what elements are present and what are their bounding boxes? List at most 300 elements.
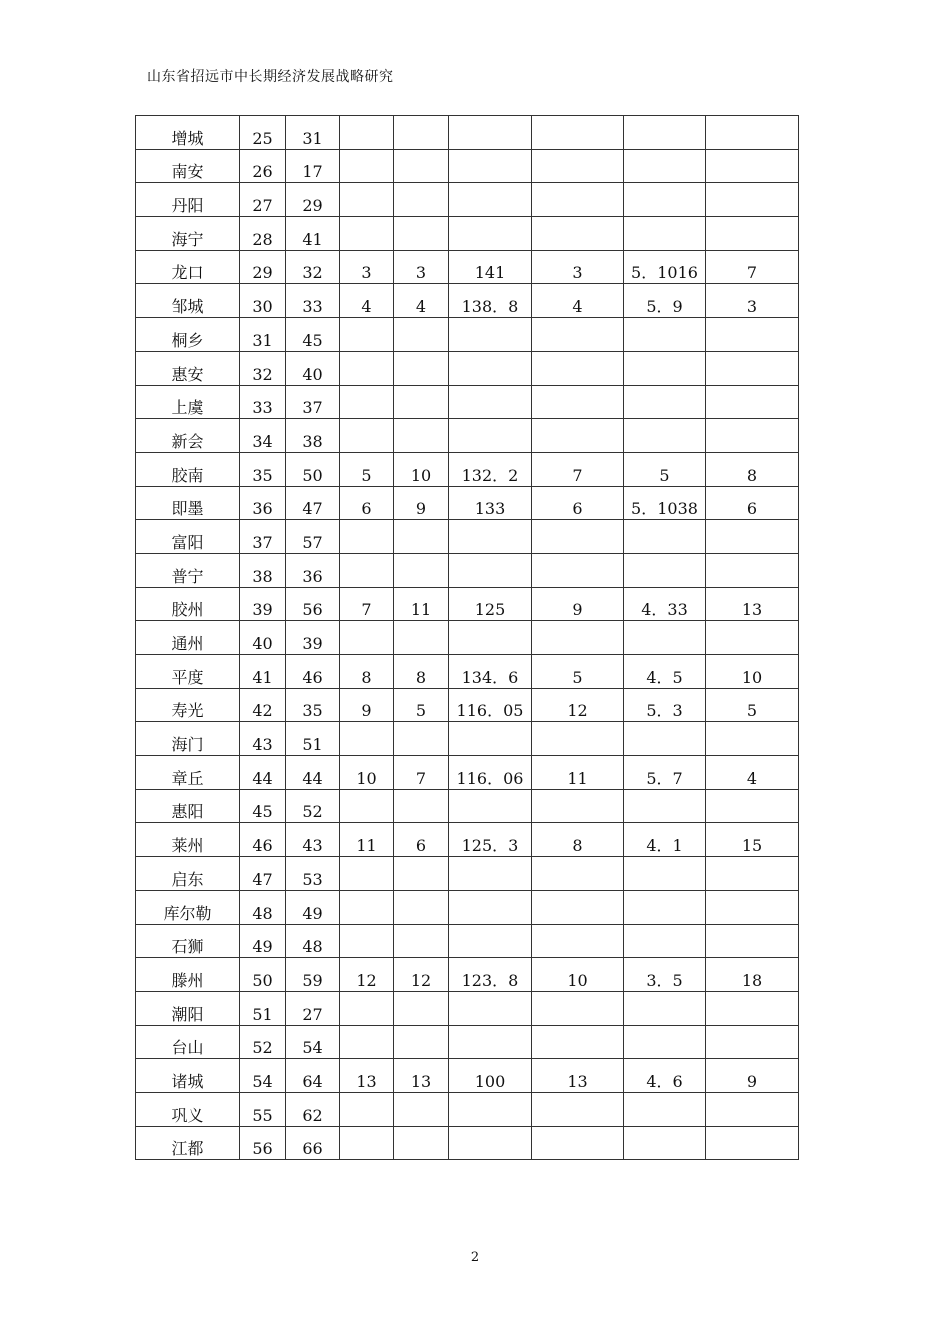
table-cell-col-4 xyxy=(340,991,394,1025)
table-row xyxy=(136,1025,799,1059)
table-cell-col-4 xyxy=(340,621,394,655)
table-cell-col-8 xyxy=(624,1092,706,1126)
table-row xyxy=(136,756,799,790)
table-cell-col-5 xyxy=(394,857,449,891)
table-cell-col-7 xyxy=(532,318,624,352)
table-cell-col-3: 17 xyxy=(286,149,340,183)
table-cell-col-6: 132．2 xyxy=(449,452,532,486)
table-cell-col-6: 125 xyxy=(449,587,532,621)
table-cell-city: 海宁 xyxy=(136,217,240,251)
table-cell-col-2: 41 xyxy=(240,655,286,689)
table-cell-col-4: 5 xyxy=(340,452,394,486)
table-cell-city: 启东 xyxy=(136,857,240,891)
table-cell-col-8 xyxy=(624,857,706,891)
table-cell-col-8 xyxy=(624,789,706,823)
table-cell-city: 石狮 xyxy=(136,924,240,958)
table-row xyxy=(136,890,799,924)
table-cell-col-7 xyxy=(532,419,624,453)
table-cell-col-6 xyxy=(449,621,532,655)
table-cell-col-6: 141 xyxy=(449,250,532,284)
table-cell-col-3: 35 xyxy=(286,688,340,722)
table-cell-col-4 xyxy=(340,890,394,924)
table-cell-col-7: 4 xyxy=(532,284,624,318)
table-cell-city: 丹阳 xyxy=(136,183,240,217)
table-row xyxy=(136,250,799,284)
table-cell-col-8 xyxy=(624,351,706,385)
table-cell-city: 潮阳 xyxy=(136,991,240,1025)
page-number: 2 xyxy=(470,1250,480,1265)
table-cell-col-4 xyxy=(340,385,394,419)
table-cell-col-2: 40 xyxy=(240,621,286,655)
table-cell-col-7 xyxy=(532,924,624,958)
table-cell-col-6 xyxy=(449,149,532,183)
table-cell-col-3: 53 xyxy=(286,857,340,891)
table-cell-col-4 xyxy=(340,351,394,385)
table-cell-col-6: 116．06 xyxy=(449,756,532,790)
table-cell-city: 龙口 xyxy=(136,250,240,284)
table-cell-col-3: 33 xyxy=(286,284,340,318)
table-cell-col-4: 8 xyxy=(340,655,394,689)
table-cell-city: 江都 xyxy=(136,1126,240,1160)
table-cell-col-8: 5 xyxy=(624,452,706,486)
table-row xyxy=(136,587,799,621)
table-cell-col-6 xyxy=(449,553,532,587)
table-cell-col-8 xyxy=(624,890,706,924)
table-cell-col-5: 6 xyxy=(394,823,449,857)
table-cell-col-8 xyxy=(624,1025,706,1059)
table-cell-col-4 xyxy=(340,1092,394,1126)
table-cell-col-2: 31 xyxy=(240,318,286,352)
table-cell-col-4: 10 xyxy=(340,756,394,790)
table-cell-city: 平度 xyxy=(136,655,240,689)
table-cell-col-5: 11 xyxy=(394,587,449,621)
table-cell-col-9: 7 xyxy=(706,250,799,284)
table-cell-col-5 xyxy=(394,385,449,419)
table-row xyxy=(136,351,799,385)
table-cell-col-3: 29 xyxy=(286,183,340,217)
table-cell-col-7 xyxy=(532,149,624,183)
table-cell-col-4: 4 xyxy=(340,284,394,318)
table-cell-col-9: 8 xyxy=(706,452,799,486)
table-cell-col-9 xyxy=(706,789,799,823)
table-cell-col-9: 5 xyxy=(706,688,799,722)
table-cell-col-6: 100 xyxy=(449,1059,532,1093)
table-cell-col-5: 5 xyxy=(394,688,449,722)
table-cell-col-6: 116．05 xyxy=(449,688,532,722)
table-cell-col-2: 50 xyxy=(240,958,286,992)
table-cell-col-3: 38 xyxy=(286,419,340,453)
table-cell-col-7: 10 xyxy=(532,958,624,992)
table-cell-city: 胶州 xyxy=(136,587,240,621)
table-cell-col-6 xyxy=(449,890,532,924)
table-cell-city: 桐乡 xyxy=(136,318,240,352)
table-cell-col-8 xyxy=(624,991,706,1025)
table-cell-col-3: 41 xyxy=(286,217,340,251)
table-cell-col-5 xyxy=(394,1025,449,1059)
table-cell-col-2: 54 xyxy=(240,1059,286,1093)
table-cell-col-7 xyxy=(532,217,624,251)
table-cell-col-6 xyxy=(449,116,532,150)
table-cell-col-9 xyxy=(706,116,799,150)
table-cell-col-5 xyxy=(394,924,449,958)
table-cell-city: 胶南 xyxy=(136,452,240,486)
table-cell-col-2: 55 xyxy=(240,1092,286,1126)
table-cell-col-8 xyxy=(624,385,706,419)
table-cell-city: 新会 xyxy=(136,419,240,453)
table-cell-col-2: 39 xyxy=(240,587,286,621)
table-cell-col-3: 45 xyxy=(286,318,340,352)
table-cell-col-8 xyxy=(624,621,706,655)
table-cell-col-8: 5．7 xyxy=(624,756,706,790)
table-cell-col-3: 40 xyxy=(286,351,340,385)
table-cell-col-6: 123．8 xyxy=(449,958,532,992)
table-cell-col-5: 7 xyxy=(394,756,449,790)
table-cell-col-5 xyxy=(394,722,449,756)
table-cell-col-6 xyxy=(449,318,532,352)
table-cell-col-2: 51 xyxy=(240,991,286,1025)
table-cell-col-7: 8 xyxy=(532,823,624,857)
table-row xyxy=(136,486,799,520)
table-cell-col-7 xyxy=(532,183,624,217)
table-row xyxy=(136,520,799,554)
table-cell-col-3: 51 xyxy=(286,722,340,756)
table-row xyxy=(136,924,799,958)
table-cell-col-8: 4．5 xyxy=(624,655,706,689)
table-cell-col-7 xyxy=(532,1092,624,1126)
table-cell-col-4 xyxy=(340,1025,394,1059)
table-cell-col-8: 5．1038 xyxy=(624,486,706,520)
table-row xyxy=(136,1126,799,1160)
table-row xyxy=(136,688,799,722)
table-cell-col-7: 5 xyxy=(532,655,624,689)
table-cell-col-5: 3 xyxy=(394,250,449,284)
table-cell-col-6 xyxy=(449,385,532,419)
table-cell-col-8 xyxy=(624,116,706,150)
table-cell-col-5 xyxy=(394,1092,449,1126)
table-cell-col-9 xyxy=(706,318,799,352)
table-cell-col-7 xyxy=(532,553,624,587)
table-row xyxy=(136,452,799,486)
table-cell-col-7: 9 xyxy=(532,587,624,621)
table-cell-col-5 xyxy=(394,520,449,554)
table-cell-col-4 xyxy=(340,857,394,891)
table-cell-col-4 xyxy=(340,217,394,251)
table-cell-col-2: 27 xyxy=(240,183,286,217)
table-cell-col-4 xyxy=(340,318,394,352)
table-row xyxy=(136,553,799,587)
table-body xyxy=(136,116,799,1160)
table-cell-col-3: 50 xyxy=(286,452,340,486)
table-cell-city: 莱州 xyxy=(136,823,240,857)
table-row xyxy=(136,149,799,183)
table-cell-col-4: 11 xyxy=(340,823,394,857)
table-cell-col-7 xyxy=(532,890,624,924)
table-cell-col-8: 4．1 xyxy=(624,823,706,857)
table-cell-city: 惠安 xyxy=(136,351,240,385)
table-row xyxy=(136,857,799,891)
table-cell-col-4 xyxy=(340,722,394,756)
table-cell-col-9 xyxy=(706,553,799,587)
table-cell-col-9 xyxy=(706,217,799,251)
table-cell-col-6 xyxy=(449,183,532,217)
table-row xyxy=(136,318,799,352)
table-cell-col-4 xyxy=(340,1126,394,1160)
table-cell-col-9: 15 xyxy=(706,823,799,857)
table-cell-col-2: 29 xyxy=(240,250,286,284)
table-row xyxy=(136,183,799,217)
table-cell-col-2: 36 xyxy=(240,486,286,520)
table-cell-col-9 xyxy=(706,419,799,453)
table-cell-col-7: 11 xyxy=(532,756,624,790)
table-cell-city: 上虞 xyxy=(136,385,240,419)
table-cell-col-5 xyxy=(394,116,449,150)
table-cell-col-6 xyxy=(449,217,532,251)
table-cell-col-3: 36 xyxy=(286,553,340,587)
table-cell-col-3: 44 xyxy=(286,756,340,790)
table-cell-col-2: 47 xyxy=(240,857,286,891)
table-cell-col-8: 4．6 xyxy=(624,1059,706,1093)
table-cell-col-5 xyxy=(394,149,449,183)
table-cell-col-5 xyxy=(394,419,449,453)
table-cell-city: 南安 xyxy=(136,149,240,183)
table-cell-col-7 xyxy=(532,722,624,756)
table-cell-col-7 xyxy=(532,351,624,385)
table-row xyxy=(136,958,799,992)
table-cell-col-6 xyxy=(449,1126,532,1160)
table-cell-col-6 xyxy=(449,789,532,823)
table-cell-col-4: 13 xyxy=(340,1059,394,1093)
table-cell-col-5 xyxy=(394,1126,449,1160)
table-row xyxy=(136,284,799,318)
table-cell-col-2: 52 xyxy=(240,1025,286,1059)
table-cell-col-5 xyxy=(394,621,449,655)
table-cell-col-4 xyxy=(340,116,394,150)
table-row xyxy=(136,217,799,251)
table-cell-col-5 xyxy=(394,991,449,1025)
table-cell-col-5: 12 xyxy=(394,958,449,992)
table-cell-col-9 xyxy=(706,1126,799,1160)
table-cell-col-9: 13 xyxy=(706,587,799,621)
table-cell-col-7: 3 xyxy=(532,250,624,284)
table-cell-col-8: 5．9 xyxy=(624,284,706,318)
table-row xyxy=(136,722,799,756)
table-row xyxy=(136,419,799,453)
table-cell-col-8 xyxy=(624,1126,706,1160)
table-cell-col-8 xyxy=(624,183,706,217)
table-cell-col-3: 31 xyxy=(286,116,340,150)
table-cell-col-4 xyxy=(340,789,394,823)
page-header: 山东省招远市中长期经济发展战略研究 xyxy=(147,69,394,85)
table-cell-col-9 xyxy=(706,1025,799,1059)
table-cell-col-3: 39 xyxy=(286,621,340,655)
table-cell-col-9 xyxy=(706,520,799,554)
table-cell-col-4 xyxy=(340,419,394,453)
table-cell-col-9 xyxy=(706,857,799,891)
table-cell-col-7: 12 xyxy=(532,688,624,722)
table-cell-col-2: 28 xyxy=(240,217,286,251)
table-cell-col-2: 33 xyxy=(240,385,286,419)
table-cell-col-3: 64 xyxy=(286,1059,340,1093)
table-cell-col-8: 4．33 xyxy=(624,587,706,621)
table-cell-col-9 xyxy=(706,183,799,217)
table-cell-col-2: 34 xyxy=(240,419,286,453)
table-cell-col-5 xyxy=(394,351,449,385)
table-row xyxy=(136,655,799,689)
table-cell-col-7: 7 xyxy=(532,452,624,486)
table-cell-col-8: 5．1016 xyxy=(624,250,706,284)
table-cell-col-5 xyxy=(394,789,449,823)
table-cell-col-8 xyxy=(624,149,706,183)
table-cell-city: 章丘 xyxy=(136,756,240,790)
table-cell-col-8: 5．3 xyxy=(624,688,706,722)
table-cell-col-8 xyxy=(624,553,706,587)
table-cell-col-8 xyxy=(624,520,706,554)
table-cell-col-9: 9 xyxy=(706,1059,799,1093)
table-cell-col-9 xyxy=(706,991,799,1025)
table-cell-col-9 xyxy=(706,1092,799,1126)
table-cell-col-8 xyxy=(624,722,706,756)
table-cell-col-4 xyxy=(340,553,394,587)
table-cell-col-6: 133 xyxy=(449,486,532,520)
table-cell-col-6: 134．6 xyxy=(449,655,532,689)
table-cell-col-6 xyxy=(449,857,532,891)
table-cell-col-3: 48 xyxy=(286,924,340,958)
table-row xyxy=(136,789,799,823)
table-cell-col-2: 43 xyxy=(240,722,286,756)
table-cell-city: 滕州 xyxy=(136,958,240,992)
table-cell-col-2: 45 xyxy=(240,789,286,823)
table-cell-col-4: 9 xyxy=(340,688,394,722)
table-cell-col-7 xyxy=(532,789,624,823)
table-cell-col-3: 32 xyxy=(286,250,340,284)
table-cell-city: 库尔勒 xyxy=(136,890,240,924)
table-cell-col-8 xyxy=(624,924,706,958)
table-cell-col-3: 46 xyxy=(286,655,340,689)
table-cell-col-2: 26 xyxy=(240,149,286,183)
table-cell-col-9 xyxy=(706,890,799,924)
table-cell-col-3: 56 xyxy=(286,587,340,621)
table-cell-col-6 xyxy=(449,991,532,1025)
table-cell-col-2: 56 xyxy=(240,1126,286,1160)
table-row xyxy=(136,1092,799,1126)
table-cell-col-4 xyxy=(340,520,394,554)
table-cell-col-9: 10 xyxy=(706,655,799,689)
table-cell-city: 诸城 xyxy=(136,1059,240,1093)
table-cell-city: 普宁 xyxy=(136,553,240,587)
table-cell-col-3: 27 xyxy=(286,991,340,1025)
table-cell-city: 寿光 xyxy=(136,688,240,722)
table-cell-col-5: 13 xyxy=(394,1059,449,1093)
table-cell-col-8 xyxy=(624,318,706,352)
table-cell-col-9: 6 xyxy=(706,486,799,520)
table-row xyxy=(136,1059,799,1093)
table-cell-col-2: 42 xyxy=(240,688,286,722)
table-cell-col-9 xyxy=(706,149,799,183)
table-cell-city: 通州 xyxy=(136,621,240,655)
table-cell-col-6 xyxy=(449,924,532,958)
table-cell-col-2: 44 xyxy=(240,756,286,790)
table-cell-col-2: 48 xyxy=(240,890,286,924)
table-cell-col-3: 57 xyxy=(286,520,340,554)
table-cell-col-2: 46 xyxy=(240,823,286,857)
table-cell-city: 富阳 xyxy=(136,520,240,554)
table-cell-city: 增城 xyxy=(136,116,240,150)
table-cell-col-5: 4 xyxy=(394,284,449,318)
table-cell-col-6: 138．8 xyxy=(449,284,532,318)
table-cell-col-4: 7 xyxy=(340,587,394,621)
table-cell-col-2: 49 xyxy=(240,924,286,958)
table-row xyxy=(136,385,799,419)
table-cell-col-4 xyxy=(340,183,394,217)
table-cell-col-6 xyxy=(449,419,532,453)
table-cell-col-2: 25 xyxy=(240,116,286,150)
table-cell-col-8 xyxy=(624,217,706,251)
table-cell-col-3: 54 xyxy=(286,1025,340,1059)
table-cell-col-7: 6 xyxy=(532,486,624,520)
table-cell-city: 邹城 xyxy=(136,284,240,318)
table-cell-col-3: 59 xyxy=(286,958,340,992)
table-cell-col-3: 37 xyxy=(286,385,340,419)
table-row xyxy=(136,823,799,857)
table-cell-col-7 xyxy=(532,857,624,891)
table-cell-col-3: 52 xyxy=(286,789,340,823)
table-cell-col-9: 18 xyxy=(706,958,799,992)
table-cell-col-9 xyxy=(706,351,799,385)
table-row xyxy=(136,621,799,655)
table-cell-col-7 xyxy=(532,1025,624,1059)
table-row xyxy=(136,991,799,1025)
table-cell-col-5: 9 xyxy=(394,486,449,520)
table-cell-col-4 xyxy=(340,149,394,183)
table-cell-city: 即墨 xyxy=(136,486,240,520)
table-cell-col-3: 66 xyxy=(286,1126,340,1160)
table-cell-col-9: 4 xyxy=(706,756,799,790)
table-cell-col-7 xyxy=(532,991,624,1025)
table-cell-col-3: 62 xyxy=(286,1092,340,1126)
table-cell-col-5 xyxy=(394,183,449,217)
table-cell-city: 台山 xyxy=(136,1025,240,1059)
table-cell-col-3: 47 xyxy=(286,486,340,520)
table-cell-col-3: 49 xyxy=(286,890,340,924)
table-cell-col-6: 125．3 xyxy=(449,823,532,857)
table-cell-col-8 xyxy=(624,419,706,453)
table-cell-col-2: 32 xyxy=(240,351,286,385)
table-cell-col-5 xyxy=(394,318,449,352)
table-cell-col-6 xyxy=(449,722,532,756)
table-cell-col-6 xyxy=(449,520,532,554)
data-table xyxy=(135,115,799,1160)
table-cell-col-9 xyxy=(706,924,799,958)
table-cell-col-4: 12 xyxy=(340,958,394,992)
table-cell-col-5 xyxy=(394,217,449,251)
table-cell-col-4 xyxy=(340,924,394,958)
table-cell-col-5: 10 xyxy=(394,452,449,486)
table-cell-col-2: 37 xyxy=(240,520,286,554)
table-cell-col-8: 3．5 xyxy=(624,958,706,992)
table-cell-col-4: 6 xyxy=(340,486,394,520)
table-cell-col-9 xyxy=(706,385,799,419)
table-cell-col-7 xyxy=(532,1126,624,1160)
table-cell-col-9 xyxy=(706,621,799,655)
table-cell-col-6 xyxy=(449,1092,532,1126)
table-cell-col-9 xyxy=(706,722,799,756)
table-cell-col-5 xyxy=(394,553,449,587)
table-cell-col-7 xyxy=(532,621,624,655)
table-cell-col-2: 30 xyxy=(240,284,286,318)
table-cell-col-6 xyxy=(449,1025,532,1059)
table-cell-city: 海门 xyxy=(136,722,240,756)
table-cell-city: 惠阳 xyxy=(136,789,240,823)
